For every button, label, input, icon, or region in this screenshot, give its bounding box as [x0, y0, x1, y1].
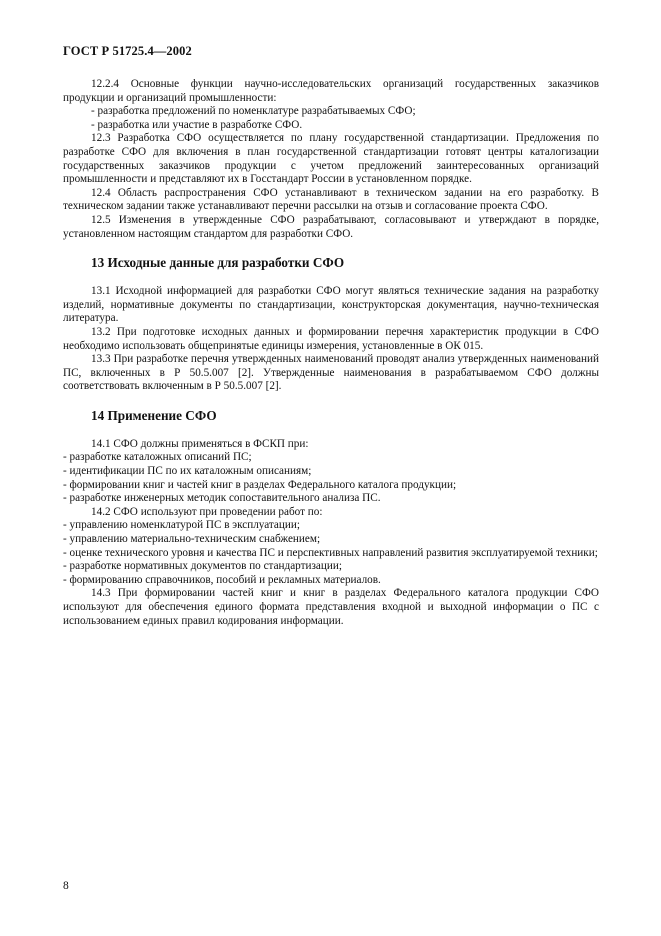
list-item: - разработка или участие в разработке СФО.	[91, 118, 303, 131]
paragraph-14-3: 14.3 При формировании частей книг и книг в разделах Федерального каталога продукции СФО используют для обеспечения единого формата представления входной и выходной информации о ПС с использованием единых правил кодирования информации.	[63, 587, 599, 627]
page-number: 8	[63, 880, 69, 892]
paragraph-14-1: 14.1 СФО должны применяться в ФСКП при:	[91, 437, 309, 450]
list-item: - разработке каталожных описаний ПС;	[63, 451, 252, 464]
paragraph-14-2: 14.2 СФО используют при проведении работ по:	[91, 505, 323, 518]
list-item: - идентификации ПС по их каталожным описаниям;	[63, 465, 312, 478]
list-item: - формированию справочников, пособий и рекламных материалов.	[63, 573, 381, 586]
list-item: - управлению номенклатурой ПС в эксплуатации;	[63, 519, 300, 532]
paragraph-13-2: 13.2 При подготовке исходных данных и формировании перечня характеристик продукции в СФО необходимо использовать общепринятые единицы измерения, установленные в ОК 015.	[63, 325, 599, 352]
paragraph-13-1: 13.1 Исходной информацией для разработки СФО могут являться технические задания на разработку изделий, нормативные документы по стандартизации, конструкторская документация, научно-техническая литература.	[63, 285, 599, 325]
list-item: - оценке технического уровня и качества ПС и перспективных направлений развития эксплуатируемой техники;	[63, 546, 598, 559]
paragraph-12-2-4: 12.2.4 Основные функции научно-исследовательских организаций государственных заказчиков продукции и организаций промышленности:	[63, 78, 599, 104]
list-item: - формировании книг и частей книг в разделах Федерального каталога продукции;	[63, 478, 457, 491]
paragraph-12-3: 12.3 Разработка СФО осуществляется по плану государственной стандартизации. Предложения по разработке СФО для включения в план государственной стандартизации готовят центры каталогизации государственных заказчиков продукции с учетом предложений заинтересованных организаций промышленности и представляют их в Госстандарт России в установленном порядке.	[63, 132, 599, 186]
list-item: - разработке инженерных методик сопоставительного анализа ПС.	[63, 492, 381, 505]
list-item: - управлению материально-техническим снабжением;	[63, 533, 321, 546]
list-item: - разработке нормативных документов по стандартизации;	[63, 560, 342, 573]
paragraph-13-3: 13.3 При разработке перечня утвержденных наименований проводят анализ утвержденных наименований ПС, включенных в Р 50.5.007 [2]. Утвержденные наименования в разрабатываемом СФО должны соответствовать включенным в Р 50.5.007 [2].	[63, 353, 599, 393]
paragraph-12-4: 12.4 Область распространения СФО устанавливают в техническом задании на его разработку. В техническом задании также устанавливают перечни рассылки на отзыв и согласование проекта СФО.	[63, 186, 599, 213]
list-item: - разработка предложений по номенклатуре разрабатываемых СФО;	[91, 105, 416, 118]
document-header: ГОСТ Р 51725.4—2002	[63, 44, 192, 58]
page-body	[63, 78, 599, 628]
section-13-heading: 13 Исходные данные для разработки СФО	[91, 255, 345, 271]
paragraph-12-5: 12.5 Изменения в утвержденные СФО разрабатывают, согласовывают и утверждают в порядке, установленном настоящим стандартом для разработки СФО.	[63, 213, 599, 240]
section-14-heading: 14 Применение СФО	[91, 407, 217, 423]
